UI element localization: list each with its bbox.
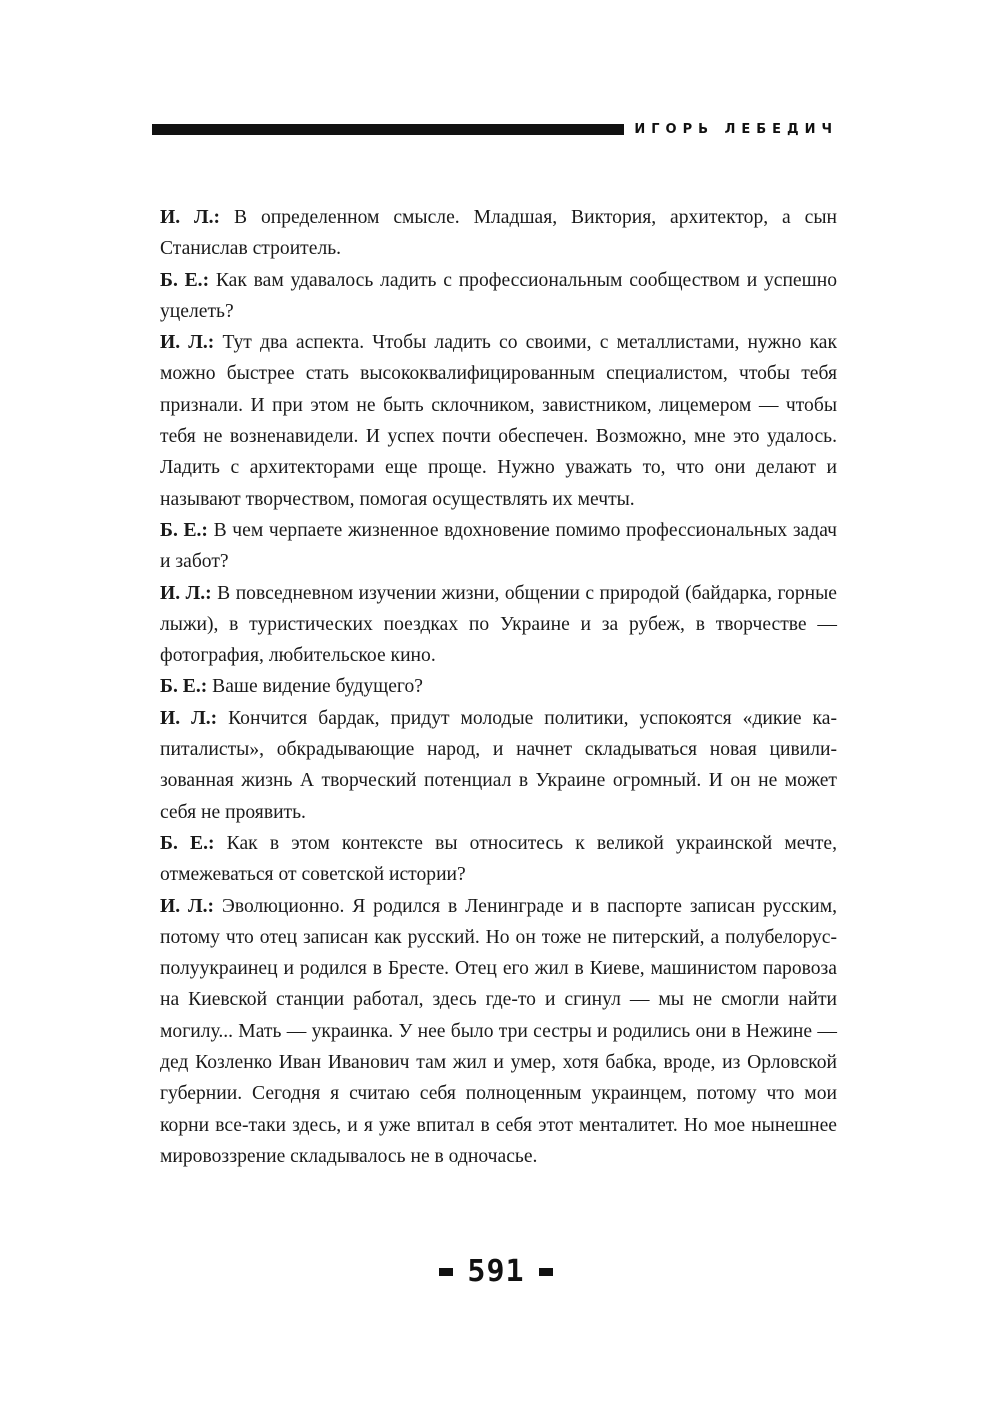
- dialogue-paragraph: [160, 828, 837, 891]
- interview-text: [160, 202, 837, 1172]
- dialogue-text: Как в этом контексте вы относитесь к великой украинской мечте, отмежеваться от советской истории?: [160, 832, 837, 886]
- dialogue-paragraph: [160, 515, 837, 578]
- speaker-label: И. Л.:: [160, 895, 215, 917]
- dialogue-paragraph: [160, 578, 837, 672]
- running-header: [152, 118, 838, 140]
- dialogue-text: В повседневном изучении жизни, общении с природой (байдарка, горные лыжи), в туристических поездках по Украине и за рубеж, в творчестве — фотография, любительское кино.: [160, 582, 838, 667]
- dialogue-paragraph: [160, 202, 837, 265]
- speaker-label: Б. Е.:: [160, 832, 215, 854]
- dialogue-paragraph: [160, 671, 837, 702]
- speaker-label: И. Л.:: [160, 332, 215, 354]
- page-number-right-bar: [539, 1268, 553, 1276]
- dialogue-text: Тут два аспекта. Чтобы ладить со своими, с металлистами, нужно как можно быстрее стать высококвалифицированным специалистом, чтобы тебя признали. И при этом не быть склочником, завистником, лицемером — чтобы тебя не возненавидели. И успех почти обеспечен. Возможно, мне это удалось. Ладить с архитекторами еще проще. Нужно уважать то, что они делают и называют творчеством, помогая осуществлять их мечты.: [160, 332, 838, 510]
- dialogue-text: В чем черпаете жизненное вдохновение помимо профессиональных задач и забот?: [160, 519, 837, 573]
- page-number-footer: [0, 1254, 992, 1289]
- page-number: 591: [467, 1254, 525, 1289]
- dialogue-paragraph: [160, 703, 837, 828]
- dialogue-text: Как вам удавалось ладить с профессиональным сообществом и успешно уцелеть?: [160, 269, 837, 322]
- speaker-label: И. Л.:: [160, 582, 212, 604]
- speaker-label: Б. Е.:: [160, 519, 208, 541]
- dialogue-text: Кончится бардак, придут молодые политики, успокоятся «дикие капиталисты», обкрадывающие народ, и начнет складываться новая цивилизованная жизнь А творческий потенциал в Украине огромный. И он не может себя не проявить.: [160, 707, 837, 823]
- dialogue-paragraph: [160, 891, 837, 1173]
- speaker-label: Б. Е.:: [160, 676, 208, 698]
- speaker-label: И. Л.:: [160, 207, 221, 228]
- page-number-left-bar: [439, 1268, 453, 1276]
- dialogue-text: В определенном смысле. Младшая, Виктория, архитектор, а сын Станислав строитель.: [160, 207, 838, 260]
- header-rule: [152, 124, 624, 135]
- running-header-title: ИГОРЬ ЛЕБЕДИЧ: [634, 121, 838, 137]
- dialogue-text: Эволюционно. Я родился в Ленинграде и в паспорте записан русским, потому что отец записан как русский. Но он тоже не питерский, а полубелорус-полуукраинец и родился в Бресте. Отец его жил в Киеве, машинистом паровоза на Киевской станции работал, здесь где-то и сгинул — мы не смогли найти могилу... Мать — украинка. У нее было три сестры и родились они в Нежине — дед Козленко Иван Иванович там жил и умер, хотя бабка, вроде, из Орловской губернии. Сегодня я считаю себя полноценным украинцем, потому что мои корни все-таки здесь, и я уже впитал в себя этот менталитет. Но мое нынешнее мировоззрение складывалось не в одночасье.: [160, 895, 837, 1167]
- speaker-label: И. Л.:: [160, 707, 218, 729]
- dialogue-text: Ваше видение будущего?: [212, 676, 423, 698]
- dialogue-paragraph: [160, 327, 837, 515]
- speaker-label: Б. Е.:: [160, 269, 210, 291]
- dialogue-paragraph: [160, 265, 837, 328]
